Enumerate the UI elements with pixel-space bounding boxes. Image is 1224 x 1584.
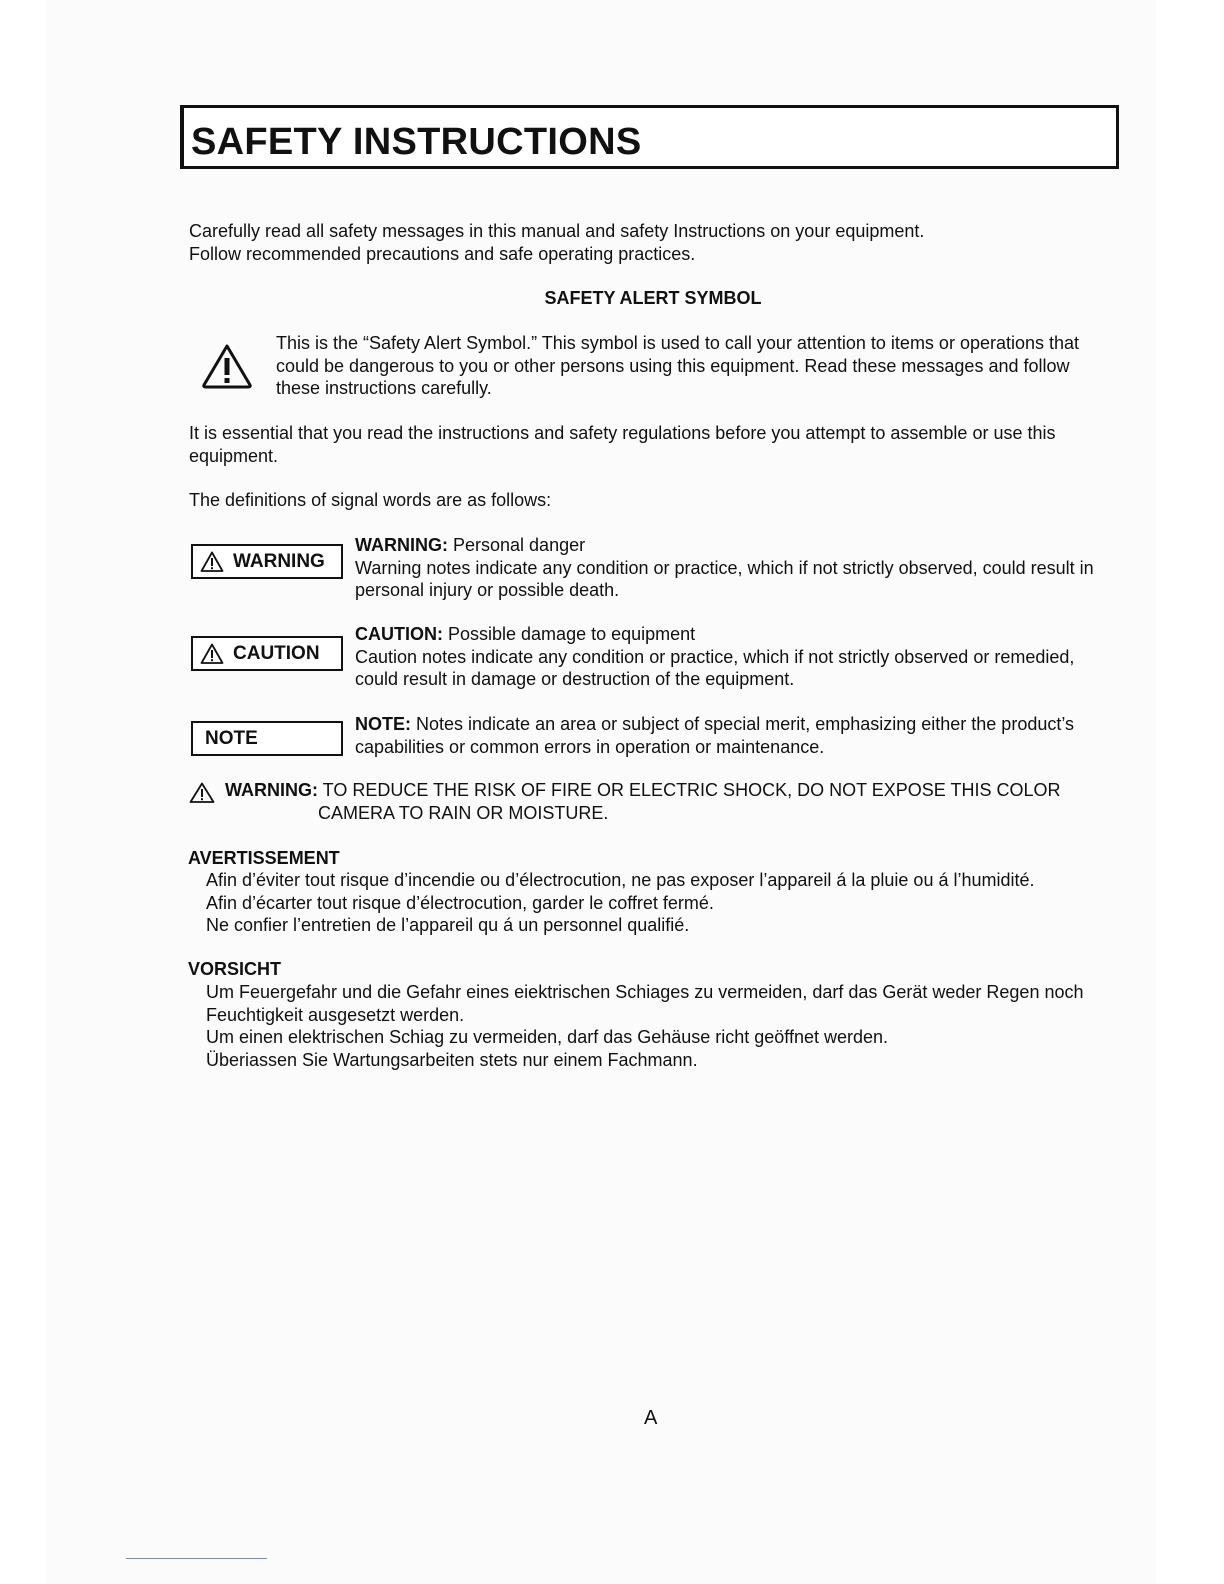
avertissement-line: Ne confier l’entretien de l’appareil qu á un personnel qualifié. bbox=[206, 915, 690, 935]
intro-line-1: Carefully read all safety messages in this manual and safety Instructions on your equipment. bbox=[189, 221, 925, 241]
page-title: SAFETY INSTRUCTIONS bbox=[191, 121, 642, 163]
page-number: A bbox=[644, 1407, 658, 1429]
avertissement-text bbox=[206, 869, 1121, 937]
intro-line-2: Follow recommended precautions and safe operating practices. bbox=[189, 243, 696, 264]
vorsicht-line: Überiassen Sie Wartungsarbeiten stets nur einem Fachmann. bbox=[206, 1049, 698, 1070]
main-warning-label: WARNING: bbox=[225, 780, 318, 800]
vorsicht-line: Um Feuergefahr und die Gefahr eines eiektrischen Schiages zu vermeiden, darf das Gerät weder Regen noch Feuchtigkeit ausgesetzt werden. bbox=[206, 982, 1084, 1025]
safety-alert-description: This is the “Safety Alert Symbol.” This symbol is used to call your attention to items or operations that could be dangerous to you or other persons using this equipment. Read these messages and follow these instructions carefully. bbox=[276, 333, 1080, 398]
essential-paragraph: It is essential that you read the instructions and safety regulations before you attempt to assemble or use this equipment. bbox=[189, 423, 1056, 466]
main-warning-line-1 bbox=[225, 779, 1060, 802]
intro-paragraph bbox=[189, 220, 1119, 265]
avertissement-line: Afin d’éviter tout risque d’incendie ou d’électrocution, ne pas exposer l’appareil á la pluie ou á l’humidité. bbox=[206, 870, 1035, 890]
note-definition bbox=[355, 713, 1115, 758]
footer-rule bbox=[126, 1558, 267, 1559]
note-box-label: NOTE bbox=[205, 728, 258, 749]
caution-term: CAUTION: bbox=[355, 624, 443, 644]
definitions-intro: The definitions of signal words are as follows: bbox=[189, 490, 552, 510]
note-signal-box bbox=[191, 721, 343, 756]
vorsicht-heading: VORSICHT bbox=[188, 959, 282, 979]
warning-triangle-icon bbox=[200, 551, 224, 573]
note-description: Notes indicate an area or subject of special merit, emphasizing either the product’s capabilities or common errors in operation or maintenance. bbox=[355, 714, 1075, 757]
warning-short: Personal danger bbox=[448, 535, 586, 555]
warning-triangle-icon bbox=[189, 782, 215, 804]
warning-signal-box bbox=[191, 544, 343, 579]
caution-box-label: CAUTION bbox=[233, 643, 320, 664]
caution-definition bbox=[355, 623, 1115, 691]
warning-term: WARNING: bbox=[355, 535, 448, 555]
caution-description: Caution notes indicate any condition or practice, which if not strictly observed or remedied, could result in damage or destruction of the equipment. bbox=[355, 646, 1075, 689]
warning-triangle-icon bbox=[200, 643, 224, 665]
warning-description: Warning notes indicate any condition or practice, which if not strictly observed, could result in personal injury or possible death. bbox=[355, 557, 1094, 600]
vorsicht-line: Um einen elektrischen Schiag zu vermeiden, darf das Gehäuse richt geöffnet werden. bbox=[206, 1027, 889, 1047]
caution-short: Possible damage to equipment bbox=[443, 624, 696, 644]
main-warning-text: TO REDUCE THE RISK OF FIRE OR ELECTRIC SHOCK, DO NOT EXPOSE THIS COLOR bbox=[318, 780, 1061, 800]
warning-definition bbox=[355, 534, 1115, 602]
avertissement-heading: AVERTISSEMENT bbox=[188, 848, 340, 868]
warning-box-label: WARNING bbox=[233, 551, 325, 572]
vorsicht-text bbox=[206, 981, 1121, 1071]
warning-triangle-icon bbox=[201, 343, 253, 389]
safety-alert-heading: SAFETY ALERT SYMBOL bbox=[544, 288, 762, 308]
main-warning-line-2: CAMERA TO RAIN OR MOISTURE. bbox=[318, 803, 609, 823]
note-term: NOTE: bbox=[355, 714, 411, 734]
avertissement-line: Afin d’écarter tout risque d’électrocution, garder le coffret fermé. bbox=[206, 892, 714, 913]
caution-signal-box bbox=[191, 636, 343, 671]
title-box bbox=[180, 105, 1119, 169]
